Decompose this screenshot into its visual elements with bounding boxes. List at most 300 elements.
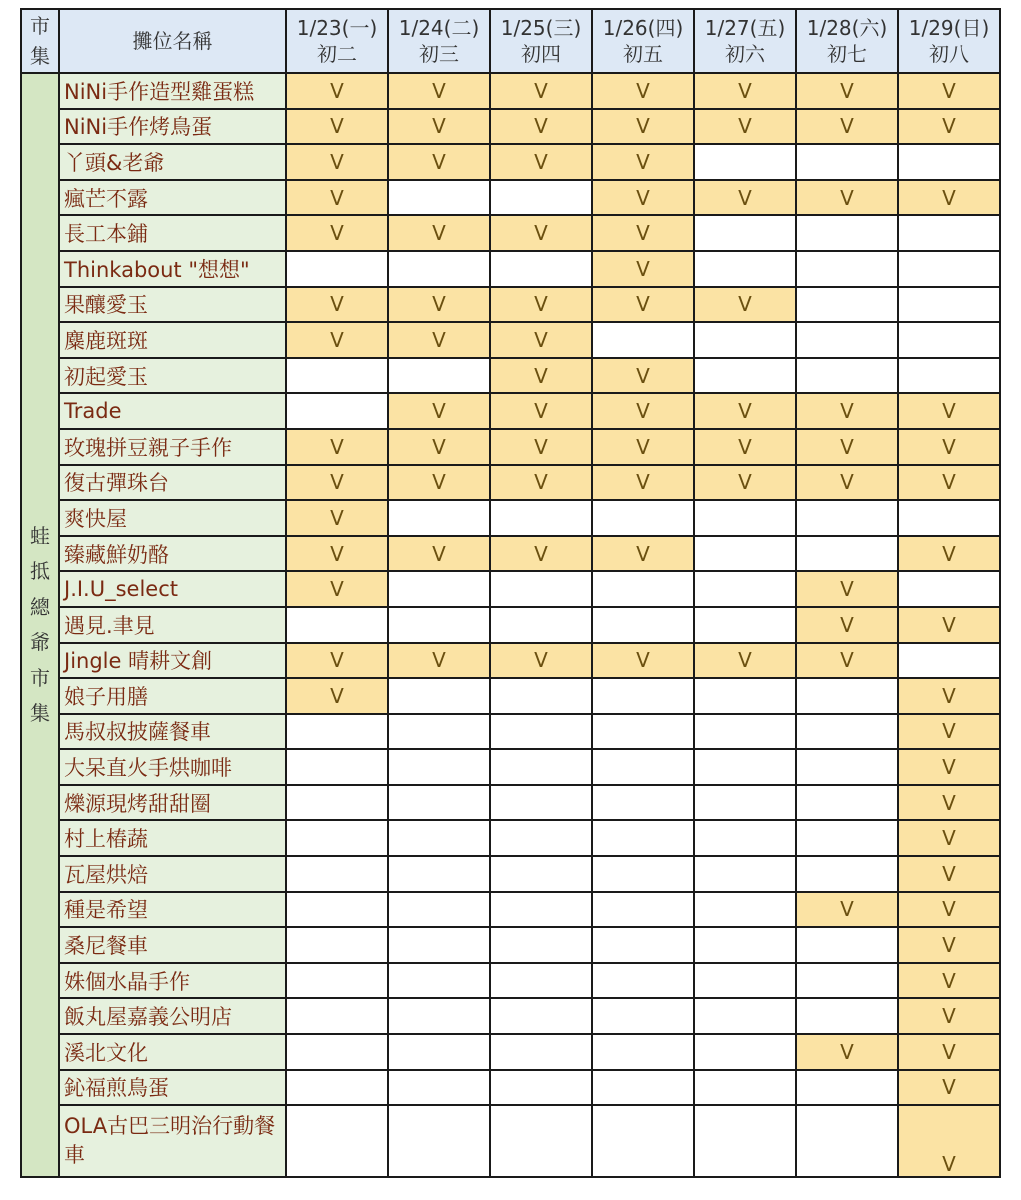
schedule-mark: V	[592, 251, 694, 287]
stall-row	[21, 1034, 1000, 1070]
schedule-mark: V	[898, 536, 1000, 572]
stall-row	[21, 714, 1000, 750]
schedule-mark: V	[286, 643, 388, 679]
schedule-empty	[694, 251, 796, 287]
market-name-char: 市	[30, 665, 50, 690]
schedule-mark: V	[490, 358, 592, 394]
stall-name: NiNi手作造型雞蛋糕	[59, 73, 286, 109]
schedule-mark: V	[898, 749, 1000, 785]
schedule-empty	[388, 500, 490, 536]
stall-row	[21, 678, 1000, 714]
date-label: 1/29(日)	[908, 16, 990, 40]
stall-row	[21, 251, 1000, 287]
stall-row	[21, 749, 1000, 785]
schedule-mark: V	[388, 287, 490, 323]
schedule-empty	[490, 820, 592, 856]
stall-row	[21, 607, 1000, 643]
schedule-mark: V	[286, 109, 388, 145]
schedule-mark: V	[898, 465, 1000, 501]
stall-name: 復古彈珠台	[59, 465, 286, 501]
date-header	[796, 9, 898, 73]
schedule-mark: V	[592, 73, 694, 109]
schedule-empty	[694, 1105, 796, 1177]
schedule-empty	[490, 607, 592, 643]
schedule-mark: V	[898, 927, 1000, 963]
schedule-empty	[898, 571, 1000, 607]
stall-row	[21, 465, 1000, 501]
schedule-mark: V	[898, 714, 1000, 750]
market-name-char: 爺	[30, 630, 50, 655]
schedule-empty	[796, 251, 898, 287]
lunar-label: 初三	[419, 42, 459, 66]
schedule-mark: V	[490, 109, 592, 145]
stall-name: 果釀愛玉	[59, 287, 286, 323]
schedule-mark: V	[796, 571, 898, 607]
schedule-mark: V	[490, 144, 592, 180]
schedule-mark: V	[286, 678, 388, 714]
schedule-empty	[286, 892, 388, 928]
schedule-empty	[490, 1105, 592, 1177]
stall-name: 鈊福煎鳥蛋	[59, 1070, 286, 1106]
schedule-empty	[796, 927, 898, 963]
schedule-empty	[286, 856, 388, 892]
schedule-mark: V	[796, 73, 898, 109]
schedule-mark: V	[898, 1070, 1000, 1106]
schedule-mark: V	[898, 963, 1000, 999]
stall-name: NiNi手作烤鳥蛋	[59, 109, 286, 145]
schedule-mark: V	[694, 429, 796, 465]
schedule-empty	[592, 1070, 694, 1106]
date-label: 1/27(五)	[704, 16, 786, 40]
stall-row	[21, 429, 1000, 465]
stall-row	[21, 820, 1000, 856]
date-header	[592, 9, 694, 73]
schedule-empty	[490, 678, 592, 714]
stall-name: 爽快屋	[59, 500, 286, 536]
schedule-mark: V	[592, 536, 694, 572]
stall-name: 瓦屋烘焙	[59, 856, 286, 892]
schedule-empty	[388, 820, 490, 856]
schedule-mark: V	[490, 215, 592, 251]
schedule-empty	[286, 749, 388, 785]
schedule-mark: V	[796, 607, 898, 643]
schedule-empty	[490, 749, 592, 785]
lunar-label: 初二	[317, 42, 357, 66]
schedule-mark: V	[898, 892, 1000, 928]
stall-row	[21, 571, 1000, 607]
schedule-mark: V	[286, 287, 388, 323]
schedule-empty	[592, 571, 694, 607]
schedule-empty	[796, 963, 898, 999]
date-label: 1/26(四)	[602, 16, 684, 40]
market-name-char: 抵	[30, 559, 50, 584]
stall-row	[21, 393, 1000, 429]
schedule-empty	[694, 500, 796, 536]
schedule-empty	[796, 856, 898, 892]
schedule-empty	[694, 678, 796, 714]
schedule-empty	[592, 322, 694, 358]
stall-name: 村上椿蔬	[59, 820, 286, 856]
schedule-mark: V	[694, 393, 796, 429]
schedule-empty	[898, 322, 1000, 358]
schedule-mark: V	[592, 144, 694, 180]
schedule-mark: V	[286, 215, 388, 251]
schedule-mark: V	[694, 643, 796, 679]
stall-name: 瘋芒不露	[59, 180, 286, 216]
schedule-mark: V	[286, 144, 388, 180]
schedule-mark: V	[796, 892, 898, 928]
schedule-empty	[388, 714, 490, 750]
schedule-mark: V	[898, 1105, 1000, 1177]
schedule-empty	[796, 322, 898, 358]
schedule-empty	[694, 998, 796, 1034]
schedule-mark: V	[490, 322, 592, 358]
stall-row	[21, 892, 1000, 928]
schedule-empty	[898, 500, 1000, 536]
market-schedule-table	[20, 8, 1001, 1178]
schedule-empty	[898, 144, 1000, 180]
stall-row	[21, 109, 1000, 145]
schedule-empty	[388, 963, 490, 999]
stall-row	[21, 927, 1000, 963]
stall-name: 麋鹿斑斑	[59, 322, 286, 358]
stall-name: 丫頭&老爺	[59, 144, 286, 180]
stall-name: 溪北文化	[59, 1034, 286, 1070]
schedule-empty	[694, 1070, 796, 1106]
schedule-empty	[286, 785, 388, 821]
schedule-empty	[796, 1070, 898, 1106]
stall-row	[21, 358, 1000, 394]
schedule-mark: V	[796, 429, 898, 465]
schedule-mark: V	[898, 180, 1000, 216]
schedule-empty	[388, 892, 490, 928]
schedule-mark: V	[592, 180, 694, 216]
schedule-mark: V	[388, 322, 490, 358]
schedule-empty	[796, 1105, 898, 1177]
stall-name: 爍源現烤甜甜圈	[59, 785, 286, 821]
stall-row	[21, 73, 1000, 109]
schedule-empty	[592, 500, 694, 536]
schedule-mark: V	[388, 536, 490, 572]
schedule-empty	[286, 393, 388, 429]
stall-name: 大呆直火手烘咖啡	[59, 749, 286, 785]
stall-name: 桑尼餐車	[59, 927, 286, 963]
schedule-empty	[286, 963, 388, 999]
schedule-mark: V	[490, 287, 592, 323]
schedule-mark: V	[898, 607, 1000, 643]
schedule-mark: V	[490, 536, 592, 572]
date-header	[286, 9, 388, 73]
schedule-empty	[694, 144, 796, 180]
schedule-empty	[694, 607, 796, 643]
lunar-label: 初五	[623, 42, 663, 66]
schedule-mark: V	[286, 73, 388, 109]
schedule-empty	[388, 607, 490, 643]
schedule-mark: V	[694, 287, 796, 323]
schedule-empty	[388, 251, 490, 287]
schedule-mark: V	[490, 393, 592, 429]
date-header	[694, 9, 796, 73]
schedule-empty	[592, 820, 694, 856]
schedule-mark: V	[796, 465, 898, 501]
header-row	[21, 9, 1000, 73]
schedule-empty	[796, 678, 898, 714]
schedule-mark: V	[286, 322, 388, 358]
schedule-body	[21, 73, 1000, 1177]
date-label: 1/24(二)	[398, 16, 480, 40]
schedule-empty	[490, 1034, 592, 1070]
schedule-empty	[694, 215, 796, 251]
schedule-mark: V	[796, 1034, 898, 1070]
schedule-mark: V	[592, 429, 694, 465]
schedule-empty	[286, 358, 388, 394]
schedule-empty	[694, 820, 796, 856]
stall-name: OLA古巴三明治行動餐車	[59, 1105, 286, 1177]
lunar-label: 初七	[827, 42, 867, 66]
schedule-empty	[796, 358, 898, 394]
schedule-mark: V	[898, 856, 1000, 892]
stall-row	[21, 963, 1000, 999]
stall-row	[21, 144, 1000, 180]
market-name-char: 總	[30, 594, 50, 619]
schedule-mark: V	[796, 393, 898, 429]
schedule-mark: V	[592, 215, 694, 251]
schedule-mark: V	[898, 785, 1000, 821]
date-label: 1/23(一)	[296, 16, 378, 40]
schedule-mark: V	[490, 73, 592, 109]
schedule-empty	[592, 749, 694, 785]
date-label: 1/25(三)	[500, 16, 582, 40]
stall-name: 飯丸屋嘉義公明店	[59, 998, 286, 1034]
market-name-char: 集	[30, 701, 50, 726]
schedule-empty	[796, 215, 898, 251]
stall-row	[21, 180, 1000, 216]
schedule-empty	[286, 607, 388, 643]
stall-name: 玫瑰拼豆親子手作	[59, 429, 286, 465]
schedule-mark: V	[388, 73, 490, 109]
schedule-empty	[796, 785, 898, 821]
stall-name: Jingle 晴耕文創	[59, 643, 286, 679]
schedule-empty	[388, 1105, 490, 1177]
schedule-empty	[490, 500, 592, 536]
schedule-mark: V	[592, 358, 694, 394]
schedule-empty	[898, 215, 1000, 251]
schedule-empty	[694, 358, 796, 394]
schedule-mark: V	[388, 393, 490, 429]
schedule-empty	[592, 1034, 694, 1070]
stall-row	[21, 643, 1000, 679]
schedule-empty	[490, 251, 592, 287]
schedule-empty	[694, 856, 796, 892]
schedule-mark: V	[796, 109, 898, 145]
lunar-label: 初四	[521, 42, 561, 66]
schedule-empty	[388, 358, 490, 394]
schedule-mark: V	[388, 215, 490, 251]
stall-row	[21, 1070, 1000, 1106]
schedule-empty	[388, 998, 490, 1034]
schedule-empty	[694, 714, 796, 750]
stall-row	[21, 287, 1000, 323]
schedule-mark: V	[694, 73, 796, 109]
schedule-empty	[490, 963, 592, 999]
date-header	[898, 9, 1000, 73]
schedule-empty	[898, 358, 1000, 394]
market-name-char: 蛙	[30, 523, 50, 548]
date-label: 1/28(六)	[806, 16, 888, 40]
schedule-empty	[388, 927, 490, 963]
schedule-empty	[592, 607, 694, 643]
schedule-empty	[388, 856, 490, 892]
schedule-mark: V	[694, 465, 796, 501]
schedule-mark: V	[388, 465, 490, 501]
stall-name: 娘子用膳	[59, 678, 286, 714]
schedule-empty	[592, 892, 694, 928]
schedule-empty	[490, 714, 592, 750]
schedule-empty	[490, 571, 592, 607]
schedule-mark: V	[592, 287, 694, 323]
schedule-mark: V	[796, 643, 898, 679]
schedule-empty	[694, 536, 796, 572]
schedule-empty	[592, 927, 694, 963]
schedule-empty	[388, 1070, 490, 1106]
schedule-mark: V	[286, 500, 388, 536]
stall-name: 種是希望	[59, 892, 286, 928]
schedule-empty	[796, 500, 898, 536]
schedule-mark: V	[490, 465, 592, 501]
schedule-empty	[796, 144, 898, 180]
schedule-empty	[388, 180, 490, 216]
schedule-empty	[796, 714, 898, 750]
schedule-empty	[694, 963, 796, 999]
schedule-empty	[592, 998, 694, 1034]
schedule-empty	[796, 749, 898, 785]
schedule-empty	[694, 785, 796, 821]
schedule-empty	[796, 536, 898, 572]
schedule-mark: V	[388, 429, 490, 465]
stall-name: 馬叔叔披薩餐車	[59, 714, 286, 750]
schedule-empty	[592, 1105, 694, 1177]
schedule-mark: V	[898, 393, 1000, 429]
schedule-mark: V	[898, 1034, 1000, 1070]
schedule-empty	[592, 963, 694, 999]
stall-name: 長工本鋪	[59, 215, 286, 251]
schedule-empty	[490, 927, 592, 963]
schedule-empty	[490, 785, 592, 821]
schedule-empty	[490, 998, 592, 1034]
schedule-mark: V	[592, 465, 694, 501]
schedule-empty	[592, 856, 694, 892]
lunar-label: 初八	[929, 42, 969, 66]
schedule-mark: V	[388, 109, 490, 145]
schedule-empty	[694, 1034, 796, 1070]
stall-row	[21, 536, 1000, 572]
stall-name: 臻藏鮮奶酪	[59, 536, 286, 572]
schedule-empty	[490, 1070, 592, 1106]
schedule-empty	[388, 749, 490, 785]
schedule-mark: V	[898, 998, 1000, 1034]
schedule-mark: V	[286, 465, 388, 501]
schedule-empty	[286, 714, 388, 750]
schedule-mark: V	[592, 109, 694, 145]
schedule-empty	[898, 251, 1000, 287]
schedule-mark: V	[592, 393, 694, 429]
stall-name: 姝個水晶手作	[59, 963, 286, 999]
schedule-empty	[694, 892, 796, 928]
schedule-mark: V	[490, 643, 592, 679]
lunar-label: 初六	[725, 42, 765, 66]
schedule-mark: V	[796, 180, 898, 216]
schedule-empty	[286, 1070, 388, 1106]
schedule-mark: V	[898, 678, 1000, 714]
market-column-header: 市集	[21, 9, 59, 73]
schedule-empty	[694, 322, 796, 358]
stall-row	[21, 322, 1000, 358]
schedule-mark: V	[898, 429, 1000, 465]
stall-column-header: 攤位名稱	[59, 9, 286, 73]
schedule-empty	[796, 998, 898, 1034]
schedule-mark: V	[898, 820, 1000, 856]
schedule-empty	[490, 856, 592, 892]
stall-row	[21, 215, 1000, 251]
stall-row	[21, 500, 1000, 536]
stall-row	[21, 998, 1000, 1034]
stall-row	[21, 1105, 1000, 1177]
schedule-mark: V	[592, 643, 694, 679]
stall-name: Thinkabout "想想"	[59, 251, 286, 287]
schedule-mark: V	[286, 180, 388, 216]
schedule-empty	[286, 927, 388, 963]
schedule-mark: V	[694, 109, 796, 145]
schedule-empty	[592, 785, 694, 821]
schedule-empty	[694, 571, 796, 607]
schedule-empty	[898, 287, 1000, 323]
schedule-empty	[286, 1105, 388, 1177]
schedule-empty	[898, 643, 1000, 679]
schedule-empty	[388, 571, 490, 607]
schedule-empty	[592, 678, 694, 714]
stall-row	[21, 785, 1000, 821]
schedule-empty	[286, 251, 388, 287]
stall-name: 初起愛玉	[59, 358, 286, 394]
date-header	[490, 9, 592, 73]
schedule-mark: V	[898, 73, 1000, 109]
schedule-empty	[388, 678, 490, 714]
schedule-empty	[694, 749, 796, 785]
schedule-empty	[388, 1034, 490, 1070]
schedule-mark: V	[694, 180, 796, 216]
market-name-cell	[21, 73, 59, 1177]
stall-name: 遇見.聿見	[59, 607, 286, 643]
schedule-mark: V	[898, 109, 1000, 145]
schedule-empty	[796, 820, 898, 856]
schedule-mark: V	[388, 144, 490, 180]
schedule-empty	[286, 820, 388, 856]
schedule-mark: V	[490, 429, 592, 465]
schedule-mark: V	[286, 536, 388, 572]
stall-row	[21, 856, 1000, 892]
schedule-empty	[592, 714, 694, 750]
date-header	[388, 9, 490, 73]
schedule-mark: V	[286, 429, 388, 465]
schedule-empty	[796, 287, 898, 323]
schedule-empty	[286, 998, 388, 1034]
schedule-mark: V	[286, 571, 388, 607]
schedule-empty	[490, 180, 592, 216]
schedule-empty	[388, 785, 490, 821]
stall-name: J.I.U_select	[59, 571, 286, 607]
schedule-empty	[490, 892, 592, 928]
stall-name: Trade	[59, 393, 286, 429]
